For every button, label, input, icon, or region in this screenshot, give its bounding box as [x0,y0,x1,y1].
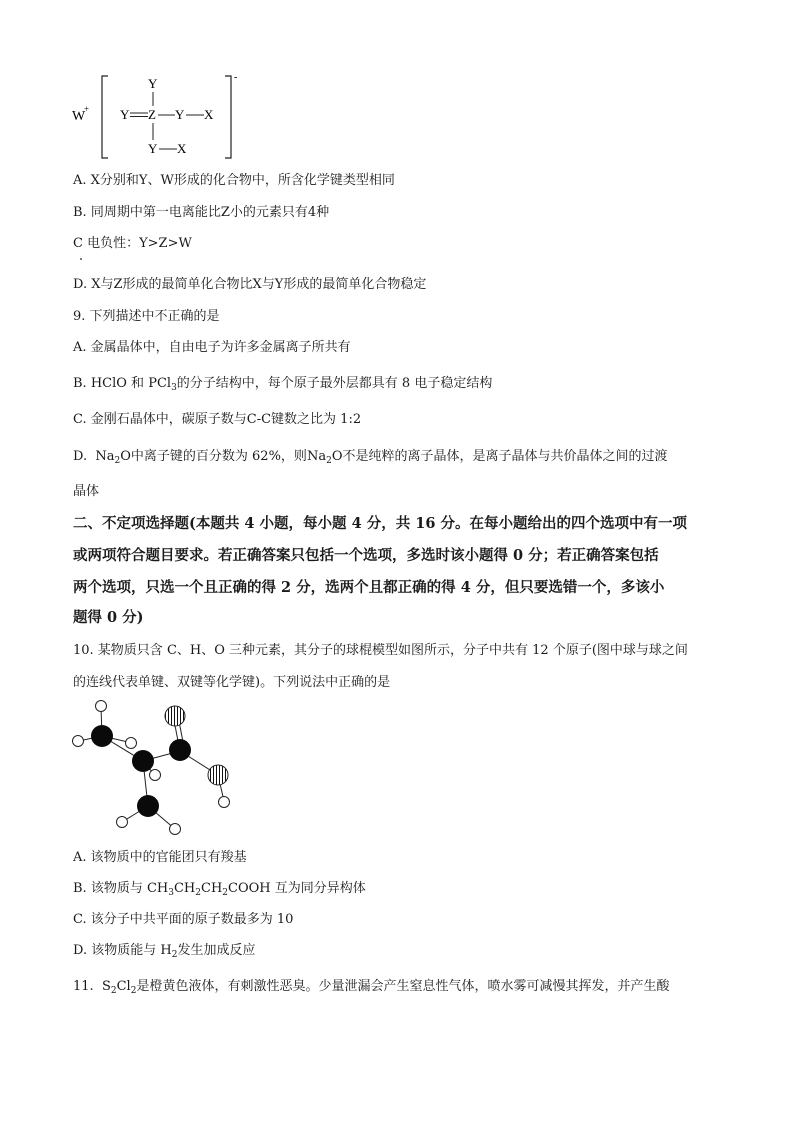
c-atom-4 [137,795,159,817]
q10-b-prefix: B. 该物质与 CH [73,881,169,896]
o-atom-2 [208,765,228,785]
q10-stem-line1: 10. 某物质只含 C、H、O 三种元素，其分子的球棍模型如图所示，分子中共有 12 个原子(图中球与球之间 [73,643,688,658]
q10-b-mid1: CH [173,881,196,896]
q9-option-d[interactable] [73,449,668,465]
q10-stem-line2: 的连线代表单键、双键等化学键)。下列说法中正确的是 [73,675,391,690]
h-atom-7 [170,824,181,835]
q10-b-sub1: 3 [168,888,174,898]
q9-d-na2: Na [306,449,327,464]
q9-option-b[interactable] [73,376,492,392]
q9-b-pcl-sub: 3 [171,383,177,393]
q10-b-mid2: CH [201,881,223,896]
section2-line4: 题得 0 分) [73,609,144,626]
atom-center-z: Z [148,107,156,122]
q10-option-a[interactable]: A. 该物质中的官能团只有羧基 [73,850,247,865]
cation-charge: + [84,104,90,114]
q10-b-suffix: COOH 互为同分异构体 [228,881,366,896]
section2-line1: 二、不定项选择题(本题共 4 小题，每小题 4 分，共 16 分。在每小题给出的四个选项中有一项 [73,515,688,532]
q10-option-d[interactable] [73,943,255,959]
q9-option-c[interactable]: C. 金刚石晶体中，碳原子数与C-C键数之比为 1:2 [73,412,362,427]
q9-d-na: Na [95,449,115,464]
q11-cl: Cl [116,979,131,994]
q10-option-c[interactable]: C. 该分子中共平面的原子数最多为 10 [73,912,294,927]
cation-symbol: W [72,109,86,124]
q9-d-o2: O [331,449,343,464]
c-atom-2 [132,750,154,772]
q11-stem [73,979,669,995]
q8-option-a[interactable]: A. X分别和Y、W形成的化合物中，所含化学键类型相同 [73,173,395,188]
h-atom-4 [150,770,161,781]
q10-d-sub: 2 [171,950,178,960]
q9-b-suffix: 的分子结构中，每个原子最外层都具有 8 电子稳定结构 [176,376,493,391]
section2-line3: 两个选项，只选一个且正确的得 2 分，选两个且都正确的得 4 分，但只要选错一个，多该小 [73,579,665,596]
q11-text: 是橙黄色液体，有刺激性恶臭。少量泄漏会产生窒息性气体，喷水雾可减慢其挥发，并产生酸 [136,979,670,994]
atom-right-y: Y [175,107,185,122]
c-atom-1 [91,725,113,747]
q9-b-prefix: B. HClO 和 [73,376,145,391]
q9-d-na-sub: 2 [114,456,121,466]
atom-top-y: Y [148,76,158,91]
ionic-structure-diagram [60,68,320,168]
o-atom-1 [165,706,185,726]
atom-bottom-y: Y [148,141,158,156]
q8-option-c[interactable]: C 电负性：Y>Z>W [73,236,192,251]
h-atom-3 [126,738,137,749]
h-atom-1 [96,701,107,712]
q10-option-b[interactable] [73,881,366,897]
q9-option-a[interactable]: A. 金属晶体中，自由电子为许多金属离子所共有 [73,340,351,355]
left-bracket [102,76,108,158]
atom-right-x: X [204,107,214,122]
q10-b-sub3: 2 [222,888,229,898]
q10-d-suffix: 发生加成反应 [177,943,256,958]
q8-option-b[interactable]: B. 同周期中第一电离能比Z小的元素只有4种 [73,205,330,220]
q11-s: S [101,979,111,994]
q11-s-sub: 2 [110,986,117,996]
c-atom-3 [169,739,191,761]
anion-charge: - [234,72,238,83]
q9-option-d-cont: 晶体 [73,484,100,499]
h-atom-6 [117,817,128,828]
stray-dot [80,258,82,260]
h-atom-2 [73,736,84,747]
q9-stem: 9. 下列描述中不正确的是 [73,309,220,324]
q9-d-o: O [120,449,131,464]
q10-b-sub2: 2 [195,888,201,898]
right-bracket [225,76,231,158]
q9-d-prefix: D. [73,449,88,464]
q9-d-na2-sub: 2 [326,456,332,466]
atom-bottom-x: X [177,141,187,156]
q11-cl-sub: 2 [130,986,137,996]
q8-option-d[interactable]: D. X与Z形成的最简单化合物比X与Y形成的最简单化合物稳定 [73,277,427,292]
ball-stick-model [68,698,248,838]
q9-b-pcl: PCl [148,376,172,391]
q10-d-prefix: D. 该物质能与 H [73,943,172,958]
atom-left-y: Y [120,107,130,122]
q11-number: 11. [73,979,94,994]
section2-line2: 或两项符合题目要求。若正确答案只包括一个选项，多选时该小题得 0 分；若正确答案包括 [73,547,659,564]
q9-d-mid: 中离子键的百分数为 62%，则 [130,449,307,464]
h-atom-5 [219,797,230,808]
q9-d-suffix: 不是纯粹的离子晶体，是离子晶体与共价晶体之间的过渡 [342,449,668,464]
